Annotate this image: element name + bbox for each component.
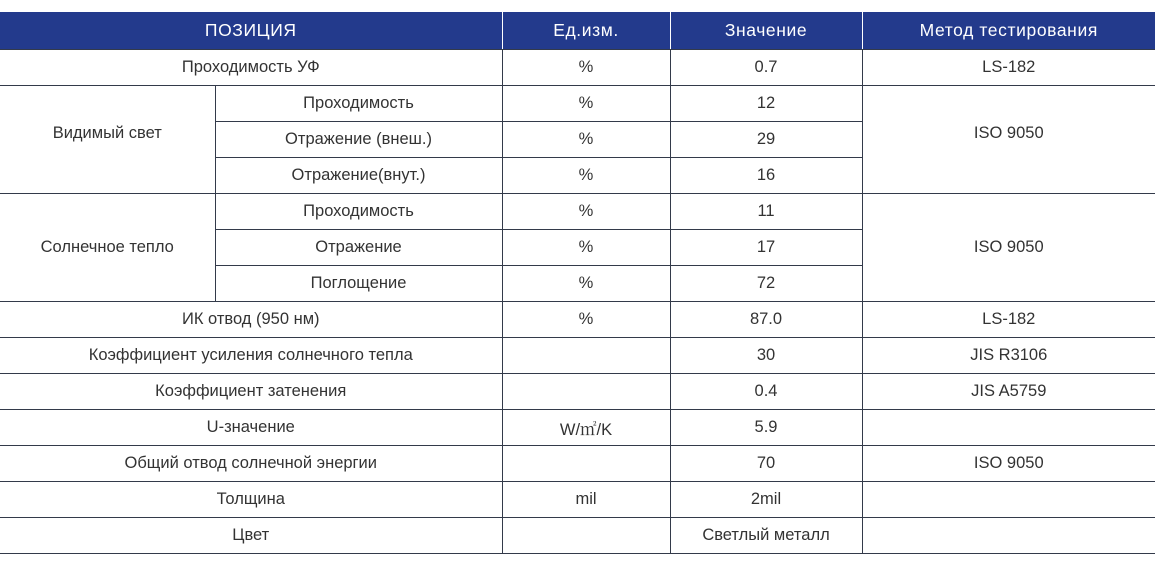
row-unit: mil	[502, 482, 670, 518]
table-row-u-value	[0, 410, 1155, 446]
row-value: 0.7	[670, 50, 862, 86]
row-value: 11	[670, 194, 862, 230]
row-value: 70	[670, 446, 862, 482]
row-label: Коэффициент усиления солнечного тепла	[0, 338, 502, 374]
row-unit	[502, 518, 670, 554]
header-value: Значение	[670, 12, 862, 50]
row-label: Проходимость УФ	[0, 50, 502, 86]
row-sublabel: Отражение(внут.)	[215, 158, 502, 194]
row-method: LS-182	[862, 302, 1155, 338]
row-sublabel: Поглощение	[215, 266, 502, 302]
row-method: ISO 9050	[862, 446, 1155, 482]
row-label: ИК отвод (950 нм)	[0, 302, 502, 338]
row-method	[862, 482, 1155, 518]
table-row-visible-1	[0, 86, 1155, 122]
row-value: 5.9	[670, 410, 862, 446]
row-sublabel: Отражение	[215, 230, 502, 266]
row-unit	[502, 446, 670, 482]
row-method: JIS A5759	[862, 374, 1155, 410]
table-row-ir	[0, 302, 1155, 338]
row-method	[862, 410, 1155, 446]
row-value: 2mil	[670, 482, 862, 518]
row-value: 29	[670, 122, 862, 158]
row-unit: %	[502, 86, 670, 122]
row-unit: %	[502, 230, 670, 266]
table-row-uv	[0, 50, 1155, 86]
group-method-solar: ISO 9050	[862, 194, 1155, 302]
row-value: 72	[670, 266, 862, 302]
row-label: Толщина	[0, 482, 502, 518]
table-row-tser	[0, 446, 1155, 482]
row-unit	[502, 338, 670, 374]
row-unit: %	[502, 122, 670, 158]
header-position: ПОЗИЦИЯ	[0, 12, 502, 50]
row-unit: %	[502, 50, 670, 86]
spec-table	[0, 12, 1155, 554]
row-value: 30	[670, 338, 862, 374]
row-unit: %	[502, 302, 670, 338]
header-unit: Ед.изм.	[502, 12, 670, 50]
row-value: 87.0	[670, 302, 862, 338]
row-unit: %	[502, 158, 670, 194]
row-value: 0.4	[670, 374, 862, 410]
row-value: Светлый металл	[670, 518, 862, 554]
group-method-visible: ISO 9050	[862, 86, 1155, 194]
row-unit: %	[502, 194, 670, 230]
group-label-solar: Солнечное тепло	[0, 194, 215, 302]
group-label-visible: Видимый свет	[0, 86, 215, 194]
table-row-color	[0, 518, 1155, 554]
table-row-thickness	[0, 482, 1155, 518]
row-value: 16	[670, 158, 862, 194]
row-method: JIS R3106	[862, 338, 1155, 374]
row-label: Общий отвод солнечной энергии	[0, 446, 502, 482]
row-value: 17	[670, 230, 862, 266]
row-value: 12	[670, 86, 862, 122]
header-method: Метод тестирования	[862, 12, 1155, 50]
row-label: Коэффициент затенения	[0, 374, 502, 410]
row-unit	[502, 374, 670, 410]
row-sublabel: Отражение (внеш.)	[215, 122, 502, 158]
row-unit: %	[502, 266, 670, 302]
row-label: U-значение	[0, 410, 502, 446]
table-row-shading	[0, 374, 1155, 410]
row-sublabel: Проходимость	[215, 86, 502, 122]
row-unit: W/㎡/K	[502, 410, 670, 446]
table-row-solar-1	[0, 194, 1155, 230]
table-header-row	[0, 12, 1155, 50]
row-label: Цвет	[0, 518, 502, 554]
row-method	[862, 518, 1155, 554]
table-row-shgc	[0, 338, 1155, 374]
row-method: LS-182	[862, 50, 1155, 86]
row-sublabel: Проходимость	[215, 194, 502, 230]
